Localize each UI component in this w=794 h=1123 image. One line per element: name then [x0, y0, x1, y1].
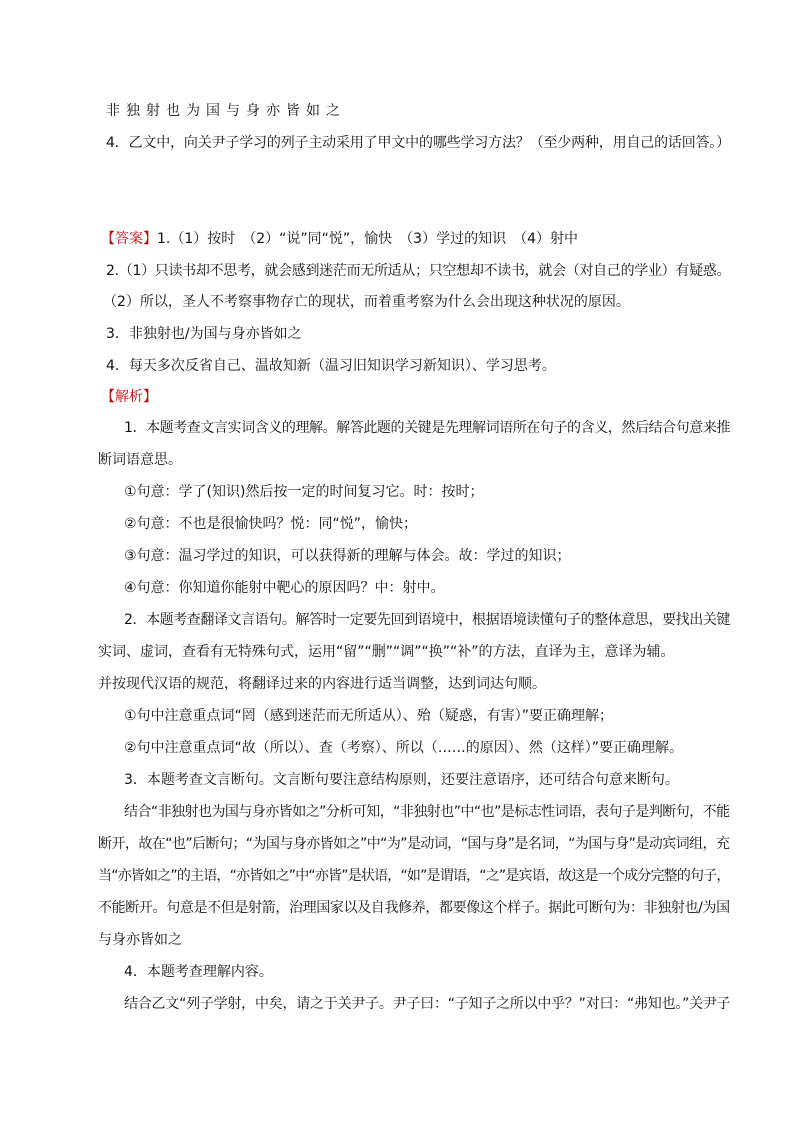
answer-line-1: [101, 229, 578, 249]
analysis-1-item-3: ③句意：温习学过的知识，可以获得新的理解与体会。故：学过的知识；: [124, 548, 571, 564]
analysis-3-line-3: 断开，故在“也”后断句；“为国与身亦皆如之”中“为”是动词，“国与身”是名词，“为国与身”是动宾词组，充: [98, 836, 730, 852]
analysis-3-line-4: 当“亦皆如之”的主语，“亦皆如之”中“亦皆”是状语，“如”是谓语，“之”是宾语，故这是一个成分完整的句子，: [98, 868, 730, 884]
answer-2-2: （2）所以，圣人不考察事物存亡的现状，而着重考察为什么会出现这种状况的原因。: [103, 294, 630, 310]
answer-3: 3．非独射也/为国与身亦皆如之: [106, 326, 302, 342]
analysis-2-item-2: ②句中注意重点词“故（所以）、查（考察）、所以（……的原因）、然（这样）”要正确理解。: [124, 740, 684, 756]
analysis-2-line-1: 2．本题考查翻译文言语句。解答时一定要先回到语境中，根据语境读懂句子的整体意思，要找出关键: [124, 612, 731, 628]
analysis-1-item-4: ④句意：你知道你能射中靶心的原因吗？中：射中。: [124, 580, 445, 596]
analysis-4-line-1: 4．本题考查理解内容。: [124, 964, 273, 980]
analysis-3-line-2: 结合“非独射也为国与身亦皆如之”分析可知，“非独射也”中“也”是标志性词语，表句子是判断句，不能: [124, 804, 730, 820]
analysis-1-item-1: ①句意：学了(知识)然后按一定的时间复习它。时：按时；: [124, 484, 484, 500]
analysis-1-line-1: 1．本题考查文言实词含义的理解。解答此题的关键是先理解词语所在句子的含义，然后结合句意来推: [124, 420, 731, 436]
answer-4: 4．每天多次反省自己、温故知新（温习旧知识学习新知识）、学习思考。: [106, 358, 556, 374]
analysis-2-line-2: 实词、虚词，查看有无特殊句式，运用“留”“删”“调”“换”“补”的方法，直译为主，意译为辅。: [98, 644, 675, 660]
analysis-2-item-1: ①句中注意重点词“罔（感到迷茫而无所适从）、殆（疑惑，有害）”要正确理解；: [124, 708, 614, 724]
analysis-tag: 【解析】: [101, 389, 157, 405]
answer-tag: 【答案】: [101, 231, 157, 247]
answer-1-text: 1.（1）按时 （2）“说”同“悦”，愉快 （3）学过的知识 （4）射中: [157, 231, 578, 247]
analysis-4-line-2: 结合乙文“列子学射，中矣，请之于关尹子。尹子曰：“子知子之所以中乎？”对曰：“弗知也。”关尹子: [124, 996, 731, 1012]
analysis-3-line-6: 与身亦皆如之: [98, 932, 182, 948]
question-3-text: 非独射也为国与身亦皆如之: [106, 103, 346, 119]
analysis-1-item-2: ②句意：不也是很愉快吗？悦：同“悦”，愉快；: [124, 516, 418, 532]
analysis-1-line-2: 断词语意思。: [98, 452, 182, 468]
analysis-3-line-5: 不能断开。句意是不但是射箭，治理国家以及自我修养，都要像这个样子。据此可断句为：非独射也/为国: [98, 900, 730, 916]
analysis-2-line-3: 并按现代汉语的规范，将翻译过来的内容进行适当调整，达到词达句顺。: [98, 676, 546, 692]
analysis-3-line-1: 3．本题考查文言断句。文言断句要注意结构原则，还要注意语序，还可结合句意来断句。: [124, 772, 679, 788]
answer-2-1: 2.（1）只读书却不思考，就会感到迷茫而无所适从；只空想却不读书，就会（对自己的学业）有疑惑。: [106, 263, 731, 279]
question-4: 4．乙文中，向关尹子学习的列子主动采用了甲文中的哪些学习方法？（至少两种，用自己的话回答。）: [106, 135, 731, 151]
